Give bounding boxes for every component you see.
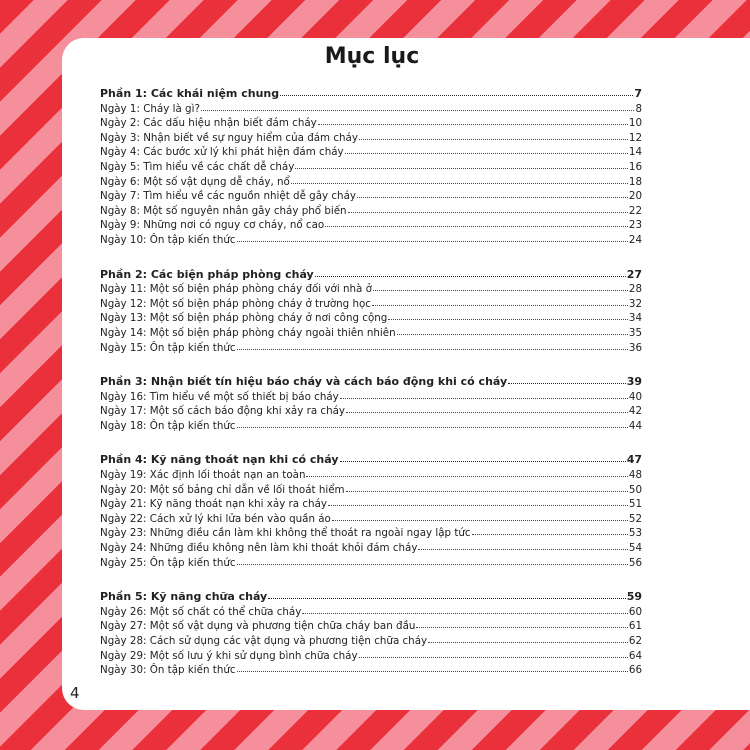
toc-entry-page: 42 <box>628 405 642 418</box>
toc-part-heading-label: Phần 4: Kỹ năng thoát nạn khi có cháy <box>100 453 339 467</box>
toc-entry-label: Ngày 17: Một số cách báo động khi xảy ra cháy <box>100 405 346 418</box>
toc-entry-page: 20 <box>628 190 642 203</box>
toc-entry[interactable] <box>100 281 642 296</box>
toc-entry-label: Ngày 19: Xác định lối thoát nạn an toàn <box>100 469 306 482</box>
toc-entry-page: 23 <box>628 219 642 232</box>
toc-entry[interactable] <box>100 467 642 482</box>
toc-entry[interactable] <box>100 525 642 540</box>
dot-leader <box>416 618 627 628</box>
dot-leader <box>237 232 628 242</box>
toc-entry[interactable] <box>100 310 642 325</box>
toc-entry-label: Ngày 26: Một số chất có thể chữa cháy <box>100 605 302 618</box>
toc-entry-label: Ngày 10: Ôn tập kiến thức <box>100 233 236 246</box>
section-spacer <box>100 247 642 267</box>
dot-leader <box>508 374 626 384</box>
dot-leader <box>372 296 628 306</box>
dot-leader <box>325 217 628 227</box>
toc-entry-page: 50 <box>628 483 642 496</box>
dot-leader <box>332 511 628 521</box>
toc-entry-page: 48 <box>628 469 642 482</box>
dot-leader <box>201 101 635 111</box>
toc-entry-page: 28 <box>628 283 642 296</box>
dot-leader <box>315 267 626 277</box>
toc-part-heading-page: 27 <box>626 267 642 281</box>
toc-entry-page: 40 <box>628 390 642 403</box>
toc-entry-label: Ngày 16: Tìm hiểu về một số thiết bị báo cháy <box>100 390 339 403</box>
toc-entry-page: 22 <box>628 204 642 217</box>
toc-entry[interactable] <box>100 174 642 189</box>
dot-leader <box>306 467 627 477</box>
page-title: Mục lục <box>324 44 420 69</box>
toc-part-heading[interactable] <box>100 452 642 467</box>
dot-leader <box>295 159 628 169</box>
toc-entry[interactable] <box>100 144 642 159</box>
toc-entry-label: Ngày 28: Cách sử dụng các vật dụng và phương tiện chữa cháy <box>100 635 428 647</box>
dot-leader <box>237 555 628 565</box>
toc-entry-page: 60 <box>628 605 642 618</box>
toc-entry-page: 16 <box>628 160 642 173</box>
toc-entry-page: 10 <box>628 117 642 130</box>
toc-part-heading-page: 59 <box>626 590 642 604</box>
toc-entry-label: Ngày 23: Những điều cần làm khi không thể thoát ra ngoài ngay lập tức <box>100 527 471 540</box>
toc-entry[interactable] <box>100 101 642 116</box>
page-number: 4 <box>70 684 80 702</box>
toc-entry-page: 24 <box>628 233 642 246</box>
toc-entry[interactable] <box>100 188 642 203</box>
toc-entry-label: Ngày 15: Ôn tập kiến thức <box>100 341 236 354</box>
dot-leader <box>388 310 628 320</box>
toc-entry-label: Ngày 1: Cháy là gì? <box>100 102 200 115</box>
toc-entry[interactable] <box>100 325 642 340</box>
toc-entry-page: 34 <box>628 312 642 325</box>
dot-leader <box>359 130 628 140</box>
dot-leader <box>373 281 628 291</box>
toc-entry-page: 62 <box>628 635 642 647</box>
toc-entry[interactable] <box>100 130 642 145</box>
toc-entry[interactable] <box>100 633 642 648</box>
toc-entry[interactable] <box>100 232 642 247</box>
dot-leader <box>268 589 625 599</box>
toc-entry-page: 8 <box>635 102 642 115</box>
toc-entry-page: 32 <box>628 297 642 310</box>
toc-entry[interactable] <box>100 340 642 355</box>
toc-entry[interactable] <box>100 217 642 232</box>
toc-entry-label: Ngày 8: Một số nguyên nhân gây cháy phổ biến <box>100 204 347 217</box>
dot-leader <box>237 418 628 428</box>
toc-entry[interactable] <box>100 555 642 570</box>
toc-entry-label: Ngày 2: Các dấu hiệu nhận biết đám cháy <box>100 117 317 130</box>
section-spacer <box>100 569 642 589</box>
toc-entry-page: 36 <box>628 341 642 354</box>
toc-entry-label: Ngày 29: Một số lưu ý khi sử dụng bình chữa cháy <box>100 649 358 662</box>
dot-leader <box>328 496 628 506</box>
toc-part-heading-label: Phần 1: Các khái niệm chung <box>100 87 280 100</box>
dot-leader <box>472 525 628 535</box>
section-spacer <box>100 432 642 452</box>
dot-leader <box>291 174 628 184</box>
toc-entry-label: Ngày 22: Cách xử lý khi lửa bén vào quần áo <box>100 512 331 525</box>
toc-entry-page: 51 <box>628 498 642 511</box>
toc-entry[interactable] <box>100 403 642 418</box>
toc-entry-label: Ngày 21: Kỹ năng thoát nạn khi xảy ra cháy <box>100 498 327 511</box>
toc-entry[interactable] <box>100 418 642 433</box>
toc-part-heading-page: 39 <box>626 375 642 389</box>
dot-leader <box>346 482 628 492</box>
toc-entry-label: Ngày 7: Tìm hiểu về các nguồn nhiệt dễ gây cháy <box>100 190 356 203</box>
toc-entry-page: 54 <box>628 542 642 555</box>
toc-entry[interactable] <box>100 203 642 218</box>
toc-entry-label: Ngày 3: Nhận biết về sự nguy hiểm của đám cháy <box>100 131 358 144</box>
dot-leader <box>357 188 628 198</box>
dot-leader <box>318 115 628 125</box>
toc-entry-label: Ngày 11: Một số biện pháp phòng cháy đối với nhà ở <box>100 283 372 296</box>
toc-entry[interactable] <box>100 296 642 311</box>
toc-entry[interactable] <box>100 662 642 677</box>
dot-leader <box>237 340 628 350</box>
toc-entry-label: Ngày 27: Một số vật dụng và phương tiện chữa cháy ban đầu <box>100 620 416 633</box>
toc-entry[interactable] <box>100 482 642 497</box>
toc-entry[interactable] <box>100 618 642 633</box>
toc-entry[interactable] <box>100 648 642 663</box>
toc-entry-page: 14 <box>628 146 642 159</box>
toc-entry-page: 64 <box>628 649 642 662</box>
toc-entry[interactable] <box>100 389 642 404</box>
toc-entry-label: Ngày 14: Một số biện pháp phòng cháy ngoài thiên nhiên <box>100 326 396 339</box>
toc-entry-label: Ngày 20: Một số bảng chỉ dẫn về lối thoát hiểm <box>100 483 345 496</box>
toc-part-heading[interactable] <box>100 86 642 101</box>
dot-leader <box>345 144 628 154</box>
toc-entry-page: 12 <box>628 131 642 144</box>
toc-entry[interactable] <box>100 604 642 619</box>
toc-entry-label: Ngày 5: Tìm hiểu về các chất dễ cháy <box>100 160 295 173</box>
toc-entry-page: 18 <box>628 175 642 188</box>
toc-part-heading-page: 7 <box>634 87 642 100</box>
toc-entry[interactable] <box>100 115 642 130</box>
toc-entry-page: 35 <box>628 326 642 339</box>
toc-entry-page: 56 <box>628 556 642 569</box>
dot-leader <box>340 389 628 399</box>
dot-leader <box>340 452 626 462</box>
table-of-contents <box>100 86 642 677</box>
toc-entry-page: 53 <box>628 527 642 540</box>
toc-entry-label: Ngày 18: Ôn tập kiến thức <box>100 419 236 432</box>
toc-entry[interactable] <box>100 159 642 174</box>
toc-entry-page: 66 <box>628 664 642 677</box>
dot-leader <box>302 604 628 614</box>
toc-entry-page: 61 <box>628 620 642 633</box>
toc-entry-label: Ngày 25: Ôn tập kiến thức <box>100 556 236 569</box>
toc-entry[interactable] <box>100 496 642 511</box>
toc-part-heading-page: 47 <box>626 453 642 467</box>
toc-entry-label: Ngày 12: Một số biện pháp phòng cháy ở trường học <box>100 297 371 310</box>
toc-entry-label: Ngày 24: Những điều không nên làm khi thoát khỏi đám cháy <box>100 542 418 555</box>
toc-entry-label: Ngày 30: Ôn tập kiến thức <box>100 664 236 677</box>
dot-leader <box>280 86 633 96</box>
dot-leader <box>359 648 628 658</box>
toc-part-heading[interactable] <box>100 374 642 389</box>
dot-leader <box>237 662 628 672</box>
toc-part-heading-label: Phần 2: Các biện pháp phòng cháy <box>100 267 314 281</box>
toc-entry-page: 52 <box>628 512 642 525</box>
toc-part-heading-label: Phần 3: Nhận biết tín hiệu báo cháy và cách báo động khi có cháy <box>100 375 508 389</box>
toc-entry-label: Ngày 4: Các bước xử lý khi phát hiện đám cháy <box>100 146 344 159</box>
toc-entry-label: Ngày 6: Một số vật dụng dễ cháy, nổ <box>100 175 290 188</box>
dot-leader <box>346 403 628 413</box>
toc-entry[interactable] <box>100 511 642 526</box>
toc-entry-label: Ngày 13: Một số biện pháp phòng cháy ở nơi công cộng <box>100 312 388 325</box>
toc-entry-page: 44 <box>628 419 642 432</box>
dot-leader <box>418 540 627 550</box>
toc-entry-label: Ngày 9: Những nơi có nguy cơ cháy, nổ cao <box>100 219 325 232</box>
section-spacer <box>100 354 642 374</box>
dot-leader <box>428 633 628 643</box>
dot-leader <box>397 325 628 335</box>
toc-part-heading-label: Phần 5: Kỹ năng chữa cháy <box>100 590 268 604</box>
toc-part-heading[interactable] <box>100 589 642 604</box>
toc-part-heading[interactable] <box>100 267 642 282</box>
dot-leader <box>348 203 628 213</box>
toc-entry[interactable] <box>100 540 642 555</box>
